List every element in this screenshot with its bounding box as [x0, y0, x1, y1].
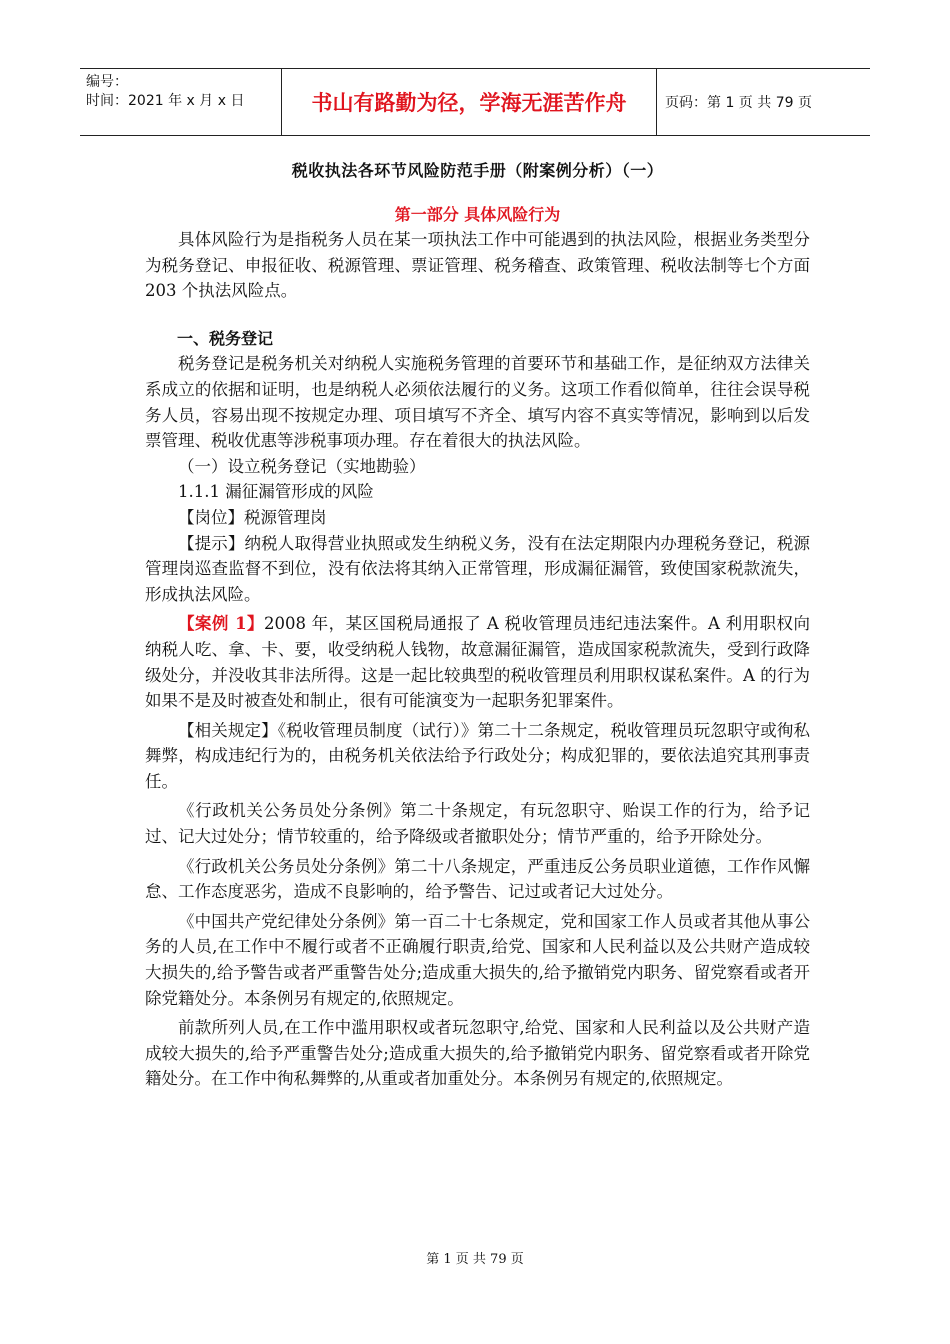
post-paragraph: 【岗位】税源管理岗 — [178, 507, 327, 527]
tip-paragraph: 【提示】纳税人取得营业执照或发生纳税义务，没有在法定期限内办理税务登记，税源管理岗巡查监督不到位，没有依法将其纳入正常管理，形成漏征漏管，致使国家税款流失，形成执法风险。 — [145, 533, 810, 604]
regulation-paragraph: 《行政机关公务员处分条例》第二十八条规定，严重违反公务员职业道德，工作作风懈怠、工作态度恶劣，造成不良影响的，给予警告、记过或者记大过处分。 — [145, 856, 810, 902]
section-paragraph: 税务登记是税务机关对纳税人实施税务管理的首要环节和基础工作，是征纳双方法律关系成立的依据和证明，也是纳税人必须依法履行的义务。这项工作看似简单，往往会误导税务人员，容易出现不按规定办理、项目填写不齐全、填写内容不真实等情况，影响到以后发票管理、税收优惠等涉税事项办理。存在着很大的执法风险。 — [145, 354, 810, 451]
document-body — [145, 158, 810, 1092]
subsection-heading: （一）设立税务登记（实地勘验） — [178, 456, 426, 476]
case-text: 2008 年，某区国税局通报了 A 税收管理员违纪违法案件。A 利用职权向纳税人吃、拿、卡、要，收受纳税人钱物，故意漏征漏管，造成国家税款流失，受到行政降级处分，并没收其非法所得。这是一起比较典型的税收管理员利用职权谋私案件。A 的行为如果不是及时被查处和制止，很有可能演变为一起职务犯罪案件。 — [145, 614, 810, 711]
regulation-paragraph: 【相关规定】《税收管理员制度（试行）》第二十二条规定，税收管理员玩忽职守或徇私舞弊，构成违纪行为的，由税务机关依法给予行政处分；构成犯罪的，要依法追究其刑事责任。 — [145, 720, 810, 791]
header-meta — [80, 69, 282, 135]
part-title: 第一部分 具体风险行为 — [394, 205, 561, 224]
doc-date-label: 时间：2021 年 x 月 x 日 — [86, 93, 245, 109]
doc-number-label: 编号： — [86, 74, 128, 90]
regulation-paragraph: 《中国共产党纪律处分条例》第一百二十七条规定，党和国家工作人员或者其他从事公务的人员,在工作中不履行或者不正确履行职责,给党、国家和人民利益以及公共财产造成较大损失的,给予警告或者严重警告处分;造成重大损失的,给予撤销党内职务、留党察看或者开除党籍处分。本条例另有规定的,依照规定。 — [145, 911, 810, 1008]
regulation-paragraph: 《行政机关公务员处分条例》第二十条规定，有玩忽职守、贻误工作的行为，给予记过、记大过处分；情节较重的，给予降级或者撤职处分；情节严重的，给予开除处分。 — [145, 801, 810, 847]
document-title: 税收执法各环节风险防范手册（附案例分析）（一） — [291, 161, 664, 180]
header-motto: 书山有路勤为径，学海无涯苦作舟 — [282, 69, 657, 135]
item-heading: 1.1.1 漏征漏管形成的风险 — [178, 482, 374, 502]
case-label: 【案例 1】 — [178, 614, 264, 634]
regulation-paragraph: 前款所列人员,在工作中滥用职权或者玩忽职守,给党、国家和人民利益以及公共财产造成较大损失的,给予严重警告处分;造成重大损失的,给予撤销党内职务、留党察看或者开除党籍处分。在工作中徇私舞弊的,从重或者加重处分。本条例另有规定的,依照规定。 — [145, 1018, 810, 1089]
page-header — [80, 68, 870, 136]
header-page-info: 页码：第 1 页 共 79 页 — [665, 95, 812, 111]
case-paragraph — [145, 611, 810, 713]
page-footer: 第 1 页 共 79 页 — [426, 1252, 524, 1267]
intro-paragraph: 具体风险行为是指税务人员在某一项执法工作中可能遇到的执法风险，根据业务类型分为税务登记、申报征收、税源管理、票证管理、税务稽查、政策管理、税收法制等七个方面 203 个执法风险点。 — [145, 230, 810, 301]
section-heading: 一、税务登记 — [177, 328, 274, 348]
